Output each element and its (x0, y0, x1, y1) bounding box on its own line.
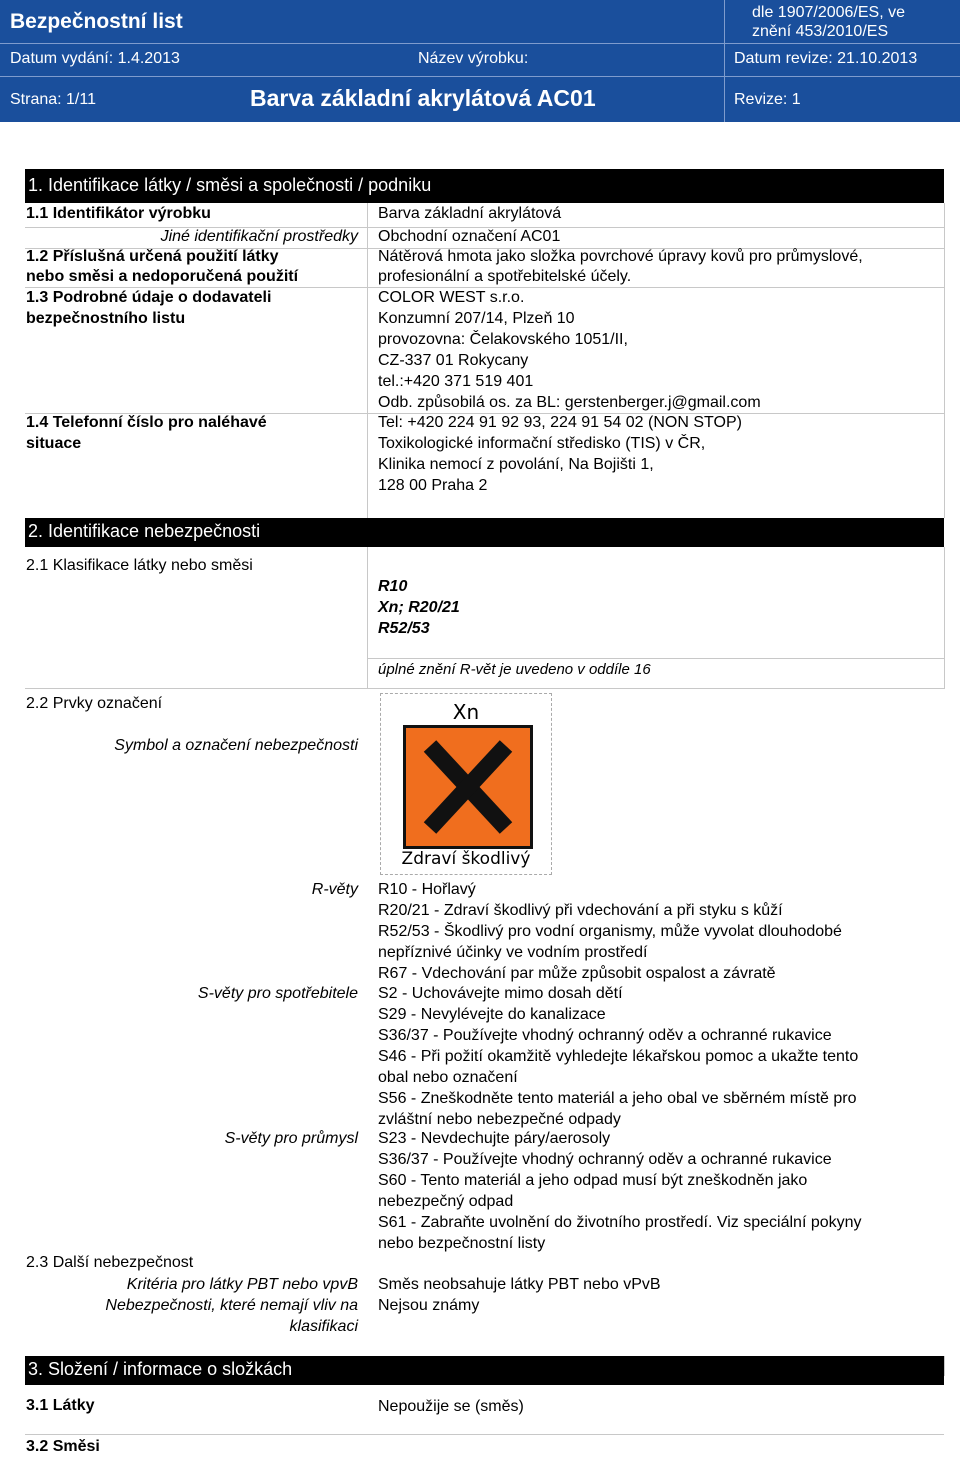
r-phrase: nepříznivé účinky ve vodním prostředí (378, 944, 648, 961)
supplier-details (378, 287, 761, 413)
s-phrase: S36/37 - Používejte vhodný ochranný oděv a ochranné rukavice (378, 1027, 832, 1044)
s-phrase: S56 - Zneškodněte tento materiál a jeho obal ve sběrném místě pro (378, 1090, 857, 1107)
classification-note: úplné znění R-vět je uvedeno v oddíle 16 (378, 661, 651, 678)
field-label: 1.4 Telefonní číslo pro naléhavé (26, 414, 267, 431)
emergency-line: Toxikologické informační středisko (TIS) v ČR, (378, 435, 706, 452)
s-phrase: S61 - Zabraňte uvolnění do životního prostředí. Viz speciální pokyny (378, 1214, 862, 1231)
r-phrases-list (378, 879, 842, 984)
s-phrase: S29 - Nevylévejte do kanalizace (378, 1006, 606, 1023)
supplier-line: COLOR WEST s.r.o. (378, 289, 525, 306)
field-label: 2.3 Další nebezpečnost (26, 1254, 194, 1271)
field-label: Kritéria pro látky PBT nebo vpvB (126, 1276, 358, 1293)
supplier-line: CZ-337 01 Rokycany (378, 352, 529, 369)
product-name: Barva základní akrylátová AC01 (250, 85, 596, 111)
section-heading: 3. Složení / informace o složkách (25, 1356, 944, 1385)
field-label: bezpečnostního listu (26, 310, 186, 327)
field-label: 1.1 Identifikátor výrobku (26, 205, 211, 222)
x-cross-icon (406, 728, 530, 846)
field-label: S-věty pro spotřebitele (197, 985, 358, 1002)
supplier-line: tel.:+420 371 519 401 (378, 373, 534, 390)
r-phrase: R20/21 - Zdraví škodlivý při vdechování a při styku s kůží (378, 902, 783, 919)
regulation-text: dle 1907/2006/ES, ve (752, 4, 906, 21)
s-phrase: nebo bezpečnostní listy (378, 1235, 546, 1252)
revision-number: Revize: 1 (734, 91, 801, 108)
field-value: Nejsou známy (378, 1297, 480, 1314)
hazard-pictogram (380, 693, 552, 875)
s-phrases-consumer-list (378, 983, 858, 1130)
emergency-line: Tel: +420 224 91 92 93, 224 91 54 02 (NON STOP) (378, 414, 742, 431)
field-label: klasifikaci (289, 1318, 358, 1335)
r-phrase: R10 - Hořlavý (378, 881, 476, 898)
section-heading: 1. Identifikace látky / směsi a společnosti / podniku (25, 169, 944, 203)
s-phrase: S2 - Uchovávejte mimo dosah dětí (378, 985, 623, 1002)
field-label: R-věty (311, 881, 358, 898)
s-phrase: S23 - Nevdechujte páry/aerosoly (378, 1130, 611, 1147)
s-phrase: S36/37 - Používejte vhodný ochranný oděv a ochranné rukavice (378, 1151, 832, 1168)
field-label: 1.3 Podrobné údaje o dodavateli (26, 289, 272, 306)
field-label: Symbol a označení nebezpečnosti (114, 737, 358, 754)
field-label: Jiné identifikační prostředky (160, 228, 358, 245)
emergency-line: 128 00 Praha 2 (378, 477, 488, 494)
field-value: profesionální a spotřebitelské účely. (378, 268, 632, 285)
regulation-text: znění 453/2010/ES (752, 23, 889, 40)
r-phrase: R67 - Vdechování par může způsobit ospalost a závratě (378, 965, 776, 982)
revision-date: Datum revize: 21.10.2013 (734, 50, 918, 67)
supplier-line: provozovna: Čelakovského 1051/II, (378, 331, 628, 348)
field-label: 3.1 Látky (26, 1397, 95, 1414)
r-phrase: R52/53 - Škodlivý pro vodní organismy, může vyvolat dlouhodobé (378, 923, 842, 940)
document-header (0, 0, 960, 122)
supplier-line: Konzumní 207/14, Plzeň 10 (378, 310, 575, 327)
field-label: 1.2 Příslušná určená použití látky (26, 248, 279, 265)
document-title: Bezpečnostní list (10, 10, 183, 33)
field-label: 2.2 Prvky označení (26, 695, 163, 712)
classification-code: R52/53 (378, 620, 430, 637)
s-phrase: nebezpečný odpad (378, 1193, 514, 1210)
s-phrases-industry-list (378, 1128, 862, 1254)
s-phrase: S60 - Tento materiál a jeho odpad musí být zneškodněn jako (378, 1172, 808, 1189)
pictogram-code: Xn (452, 700, 480, 724)
classification-code: Xn; R20/21 (378, 599, 460, 616)
field-label: 3.2 Směsi (26, 1438, 100, 1455)
field-label: S-věty pro průmysl (224, 1130, 358, 1147)
field-label: Nebezpečnosti, které nemají vliv na (105, 1297, 358, 1314)
s-phrase: zvláštní nebo nebezpečné odpady (378, 1111, 621, 1128)
pictogram-square (403, 725, 533, 849)
field-value: Nátěrová hmota jako složka povrchové úpravy kovů pro průmyslové, (378, 248, 863, 265)
issue-date: Datum vydání: 1.4.2013 (10, 50, 180, 67)
field-value: Nepoužije se (směs) (378, 1398, 524, 1415)
s-phrase: obal nebo označení (378, 1069, 518, 1086)
page-number: Strana: 1/11 (10, 91, 96, 108)
section-heading: 2. Identifikace nebezpečnosti (25, 518, 944, 547)
supplier-email: Odb. způsobilá os. za BL: gerstenberger.j@gmail.com (378, 394, 761, 411)
emergency-details (378, 412, 742, 496)
field-value: Obchodní označení AC01 (378, 228, 561, 245)
field-label: situace (26, 435, 82, 452)
field-label: 2.1 Klasifikace látky nebo směsi (26, 557, 253, 574)
product-name-label: Název výrobku: (418, 50, 529, 67)
pictogram-caption: Zdraví škodlivý (401, 849, 531, 869)
classification-code: R10 (378, 578, 408, 595)
s-phrase: S46 - Při požití okamžitě vyhledejte lékařskou pomoc a ukažte tento (378, 1048, 859, 1065)
field-value: Barva základní akrylátová (378, 205, 562, 222)
field-label: nebo směsi a nedoporučená použití (26, 268, 299, 285)
field-value: Směs neobsahuje látky PBT nebo vPvB (378, 1276, 661, 1293)
emergency-line: Klinika nemocí z povolání, Na Bojišti 1, (378, 456, 654, 473)
